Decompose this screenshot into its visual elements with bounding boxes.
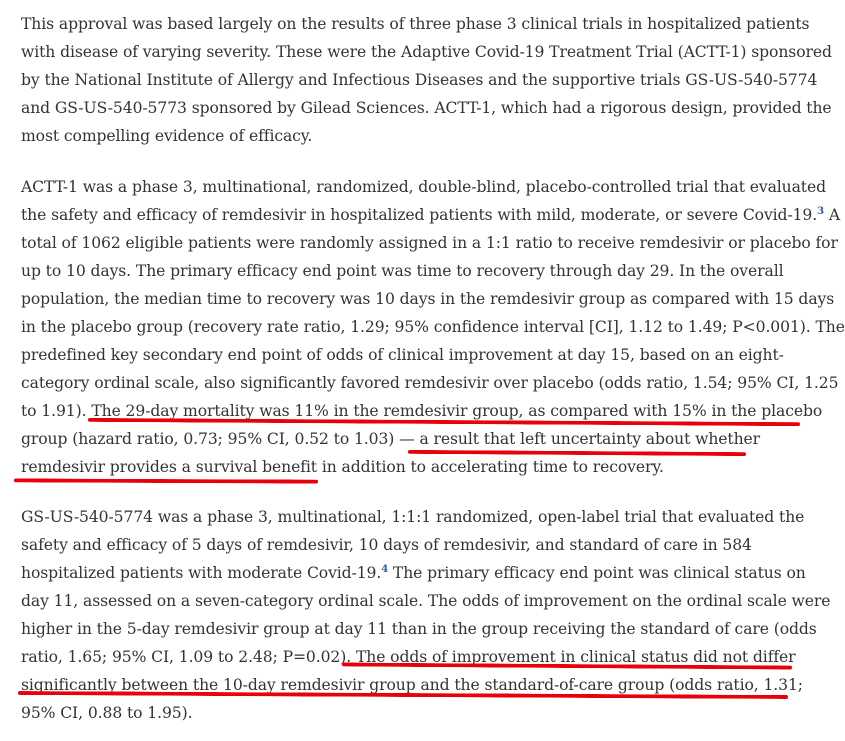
- paragraph-2-line-4: up to 10 days. The primary efficacy end point was time to recovery through day 29. In the overall: [21, 262, 784, 280]
- paragraph-3-line-1: GS-US-540-5774 was a phase 3, multinational, 1:1:1 randomized, open-label trial that evaluated the: [21, 508, 805, 526]
- highlight-underline-survival-benefit: [14, 478, 318, 483]
- paragraph-1-line-3: by the National Institute of Allergy and Infectious Diseases and the supportive trials GS-US-540-5774: [21, 71, 818, 89]
- paragraph-3-line-3-tail: The primary efficacy end point was clinical status on: [388, 564, 806, 582]
- reference-link-3[interactable]: 3: [817, 206, 824, 217]
- paragraph-3-line-2: safety and efficacy of 5 days of remdesivir, 10 days of remdesivir, and standard of care in 584: [21, 536, 752, 554]
- paragraph-1-line-2: with disease of varying severity. These were the Adaptive Covid-19 Treatment Trial (ACTT-1) sponsored: [21, 43, 832, 61]
- paragraph-2-line-9: to 1.91). The 29-day mortality was 11% in the remdesivir group, as compared with 15% in the placebo: [21, 402, 823, 420]
- reference-link-4[interactable]: 4: [381, 564, 389, 575]
- paragraph-2-line-7: predefined key secondary end point of odds of clinical improvement at day 15, based on an eight-: [21, 346, 784, 364]
- paragraph-3-line-4: day 11, assessed on a seven-category ordinal scale. The odds of improvement on the ordinal scale were: [21, 592, 831, 610]
- paragraph-2-line-8: category ordinal scale, also significantly favored remdesivir over placebo (odds ratio, 1.54; 95% CI, 1.25: [21, 374, 839, 392]
- paragraph-2-line-5: population, the median time to recovery was 10 days in the remdesivir group as compared with 15 days: [21, 290, 835, 308]
- paragraph-2-line-2-tail: A: [823, 206, 840, 224]
- paragraph-3-line-7: significantly between the 10-day remdesivir group and the standard-of-care group (odds ratio, 1.31;: [21, 676, 803, 694]
- paragraph-2-line-6: in the placebo group (recovery rate ratio, 1.29; 95% confidence interval [CI], 1.12 to 1.49; P<0.001). The: [21, 318, 845, 336]
- paragraph-2-line-3: total of 1062 eligible patients were randomly assigned in a 1:1 ratio to receive remdesivir or placebo for: [21, 234, 838, 252]
- paragraph-2-line-2: [21, 201, 840, 229]
- paragraph-3-line-6: ratio, 1.65; 95% CI, 1.09 to 2.48; P=0.02). The odds of improvement in clinical status did not differ: [21, 648, 796, 666]
- paragraph-2-line-10: group (hazard ratio, 0.73; 95% CI, 0.52 to 1.03) — a result that left uncertainty about whether: [21, 430, 761, 448]
- paragraph-2-line-1: ACTT-1 was a phase 3, multinational, randomized, double-blind, placebo-controlled trial that evaluated: [21, 178, 826, 196]
- paragraph-3-line-8: 95% CI, 0.88 to 1.95).: [21, 704, 193, 722]
- paragraph-3-line-3-text: hospitalized patients with moderate Covid-19.: [21, 564, 382, 582]
- paragraph-3-line-3: [21, 559, 806, 587]
- paragraph-1-line-5: most compelling evidence of efficacy.: [21, 127, 313, 145]
- paragraph-2-line-11: remdesivir provides a survival benefit in addition to accelerating time to recovery.: [21, 458, 664, 476]
- paragraph-2-line-2-text: the safety and efficacy of remdesivir in hospitalized patients with mild, moderate, or severe Covid-19.: [21, 206, 818, 224]
- paragraph-1-line-4: and GS-US-540-5773 sponsored by Gilead Sciences. ACTT-1, which had a rigorous design, provided the: [21, 99, 832, 117]
- paragraph-1-line-1: This approval was based largely on the results of three phase 3 clinical trials in hospitalized patients: [21, 15, 810, 33]
- paragraph-3-line-5: higher in the 5-day remdesivir group at day 11 than in the group receiving the standard of care (odds: [21, 620, 817, 638]
